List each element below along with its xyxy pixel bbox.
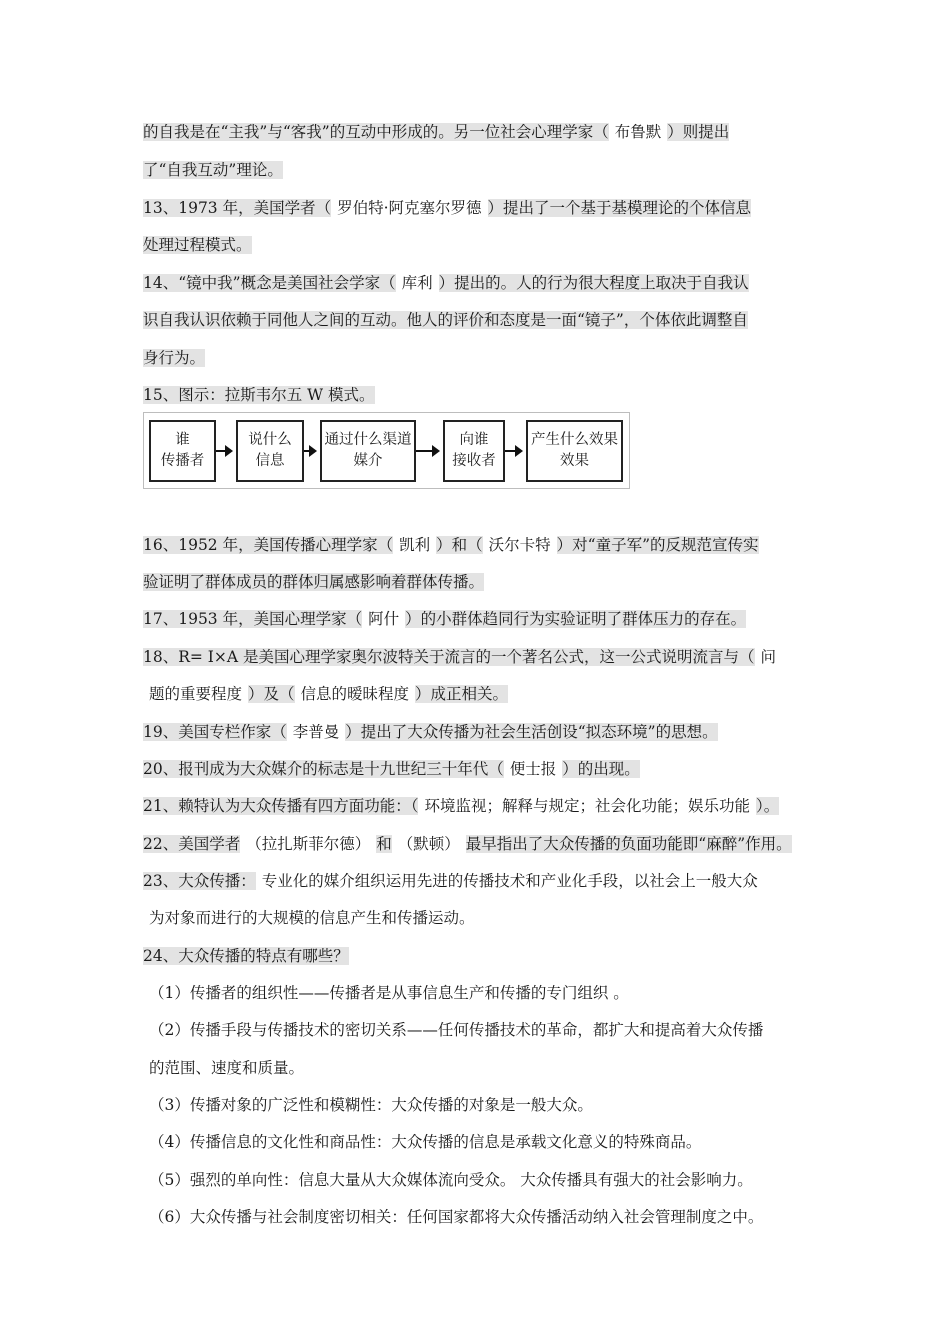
text-line: [143, 268, 749, 298]
highlighted-text: 16、1952 年，美国传播心理学家（: [143, 536, 394, 554]
answer-text: 李普曼: [292, 723, 340, 741]
answer-text: （4）传播信息的文化性和商品性：大众传播的信息是承载文化意义的特殊商品。: [149, 1133, 702, 1151]
text-line: [143, 305, 748, 335]
answer-text: （默顿）: [397, 835, 460, 853]
text-line: [143, 1202, 769, 1232]
highlighted-text: 19、美国专栏作家（: [143, 723, 287, 741]
text-line: [143, 1015, 769, 1045]
answer-text: 信息的暧昧程度: [300, 685, 410, 703]
text-line: [143, 155, 283, 185]
highlighted-text: 14、“镜中我”概念是美国社会学家（: [143, 274, 396, 292]
diagram-box-channel: [320, 420, 416, 482]
text-line: [143, 567, 484, 597]
text-line: [143, 866, 764, 896]
arrow-icon: [416, 450, 437, 452]
box-label-top: 说什么: [248, 432, 292, 448]
text-line: [143, 117, 729, 147]
text-line: [143, 717, 718, 747]
text-line: [143, 978, 635, 1008]
text-line: [143, 530, 759, 560]
highlighted-text: ）成正相关。: [415, 685, 509, 703]
answer-text: （6）大众传播与社会制度密切相关：任何国家都将大众传播活动纳入社会管理制度之中。: [149, 1208, 764, 1226]
highlighted-text: 21、赖特认为大众传播有四方面功能：（: [143, 797, 419, 815]
highlighted-text: 24、大众传播的特点有哪些？: [143, 947, 349, 965]
highlighted-text: 和: [376, 835, 392, 853]
answer-text: （3）传播对象的广泛性和模糊性：大众传播的对象是一般大众。: [149, 1096, 593, 1114]
highlighted-text: ）则提出: [667, 123, 730, 141]
box-label-bottom: 媒介: [353, 453, 383, 469]
text-line: [143, 604, 746, 634]
text-line: [143, 230, 252, 260]
answer-text: （1）传播者的组织性——传播者是从事信息生产和传播的专门组织 。: [149, 984, 629, 1002]
answer-text: 罗伯特·阿克塞尔罗德: [337, 199, 482, 217]
highlighted-text: 17、1953 年，美国心理学家（: [143, 610, 363, 628]
answer-text: （2）传播手段与传播技术的密切关系——任何传播技术的革命，都扩大和提高着大众传播: [149, 1021, 764, 1039]
answer-text: 的范围、速度和质量。: [149, 1059, 305, 1077]
highlighted-text: 15、图示：拉斯韦尔五 W 模式。: [143, 386, 375, 404]
highlighted-text: ）对“童子军”的反规范宣传实: [556, 536, 759, 554]
text-line: [143, 380, 375, 410]
diagram-box-to-whom: [443, 420, 505, 482]
box-label-top: 谁: [175, 432, 190, 448]
highlighted-text: ）和（: [436, 536, 483, 554]
answer-text: （拉扎斯菲尔德）: [246, 835, 371, 853]
highlighted-text: 22、美国学者: [143, 835, 241, 853]
box-label-top: 通过什么渠道: [324, 432, 412, 448]
answer-text: 便士报: [509, 760, 557, 778]
answer-text: 沃尔卡特: [488, 536, 551, 554]
diagram-box-says-what: [236, 420, 304, 482]
highlighted-text: 13、1973 年，美国学者（: [143, 199, 332, 217]
text-line: [143, 791, 779, 821]
answer-text: 环境监视；解释与规定；社会化功能；娱乐功能: [424, 797, 750, 815]
answer-text: 凯利: [399, 536, 431, 554]
text-line: [143, 193, 751, 223]
box-label-top: 向谁: [459, 432, 489, 448]
text-line: [143, 829, 792, 859]
arrow-icon: [216, 450, 230, 452]
box-label-top: 产生什么效果: [531, 432, 618, 448]
text-line: [143, 1127, 707, 1157]
highlighted-text: ）。: [756, 797, 780, 815]
highlighted-text: 18、R= I×A 是美国心理学家奥尔波特关于流言的一个著名公式，这一公式说明流言与（: [143, 648, 755, 666]
diagram-box-effect: [526, 420, 623, 482]
text-line: [143, 642, 782, 672]
arrow-icon: [304, 450, 314, 452]
text-line: [143, 1165, 759, 1195]
text-line: [143, 1090, 599, 1120]
highlighted-text: 身行为。: [143, 349, 206, 367]
highlighted-text: 识自我认识依赖于同他人之间的互动。他人的评价和态度是一面“镜子”，个体依此调整自: [143, 311, 748, 329]
lasswell-5w-diagram: [143, 412, 630, 489]
highlighted-text: 处理过程模式。: [143, 236, 252, 254]
diagram-box-who: [149, 420, 216, 482]
highlighted-text: 验证明了群体成员的群体归属感影响着群体传播。: [143, 573, 485, 591]
arrow-icon: [505, 450, 520, 452]
highlighted-text: 了“自我互动”理论。: [143, 161, 283, 179]
answer-text: 库利: [401, 274, 433, 292]
highlighted-text: 的自我是在“主我”与“客我”的互动中形成的。另一位社会心理学家（: [143, 123, 609, 141]
highlighted-text: ）提出了一个基于基模理论的个体信息: [487, 199, 752, 217]
text-line: [143, 903, 481, 933]
highlighted-text: 23、大众传播：: [143, 872, 256, 890]
box-label-bottom: 信息: [255, 453, 285, 469]
answer-text: 布鲁默: [614, 123, 662, 141]
answer-text: 专业化的媒介组织运用先进的传播技术和产业化手段，以社会上一般大众: [261, 872, 758, 890]
highlighted-text: ）提出了大众传播为社会生活创设“拟态环境”的思想。: [345, 723, 718, 741]
text-line: [143, 343, 205, 373]
highlighted-text: 最早指出了大众传播的负面功能即“麻醉”作用。: [465, 835, 792, 853]
box-label-bottom: 传播者: [160, 453, 205, 469]
text-line: [143, 679, 508, 709]
text-line: [143, 1053, 310, 1083]
answer-text: （5）强烈的单向性：信息大量从大众媒体流向受众。 大众传播具有强大的社会影响力。: [149, 1171, 753, 1189]
text-line: [143, 754, 640, 784]
highlighted-text: ）的小群体趋同行为实验证明了群体压力的存在。: [405, 610, 747, 628]
box-label-bottom: 接收者: [452, 453, 496, 469]
answer-text: 问: [760, 648, 777, 666]
box-label-bottom: 效果: [560, 453, 589, 469]
text-line: [143, 941, 349, 971]
answer-text: 题的重要程度: [149, 685, 243, 703]
highlighted-text: ）提出的。人的行为很大程度上取决于自我认: [438, 274, 749, 292]
highlighted-text: ）的出现。: [562, 760, 640, 778]
answer-text: 阿什: [368, 610, 400, 628]
highlighted-text: ）及（: [248, 685, 295, 703]
answer-text: 为对象而进行的大规模的信息产生和传播运动。: [149, 909, 475, 927]
highlighted-text: 20、报刊成为大众媒介的标志是十九世纪三十年代（: [143, 760, 504, 778]
